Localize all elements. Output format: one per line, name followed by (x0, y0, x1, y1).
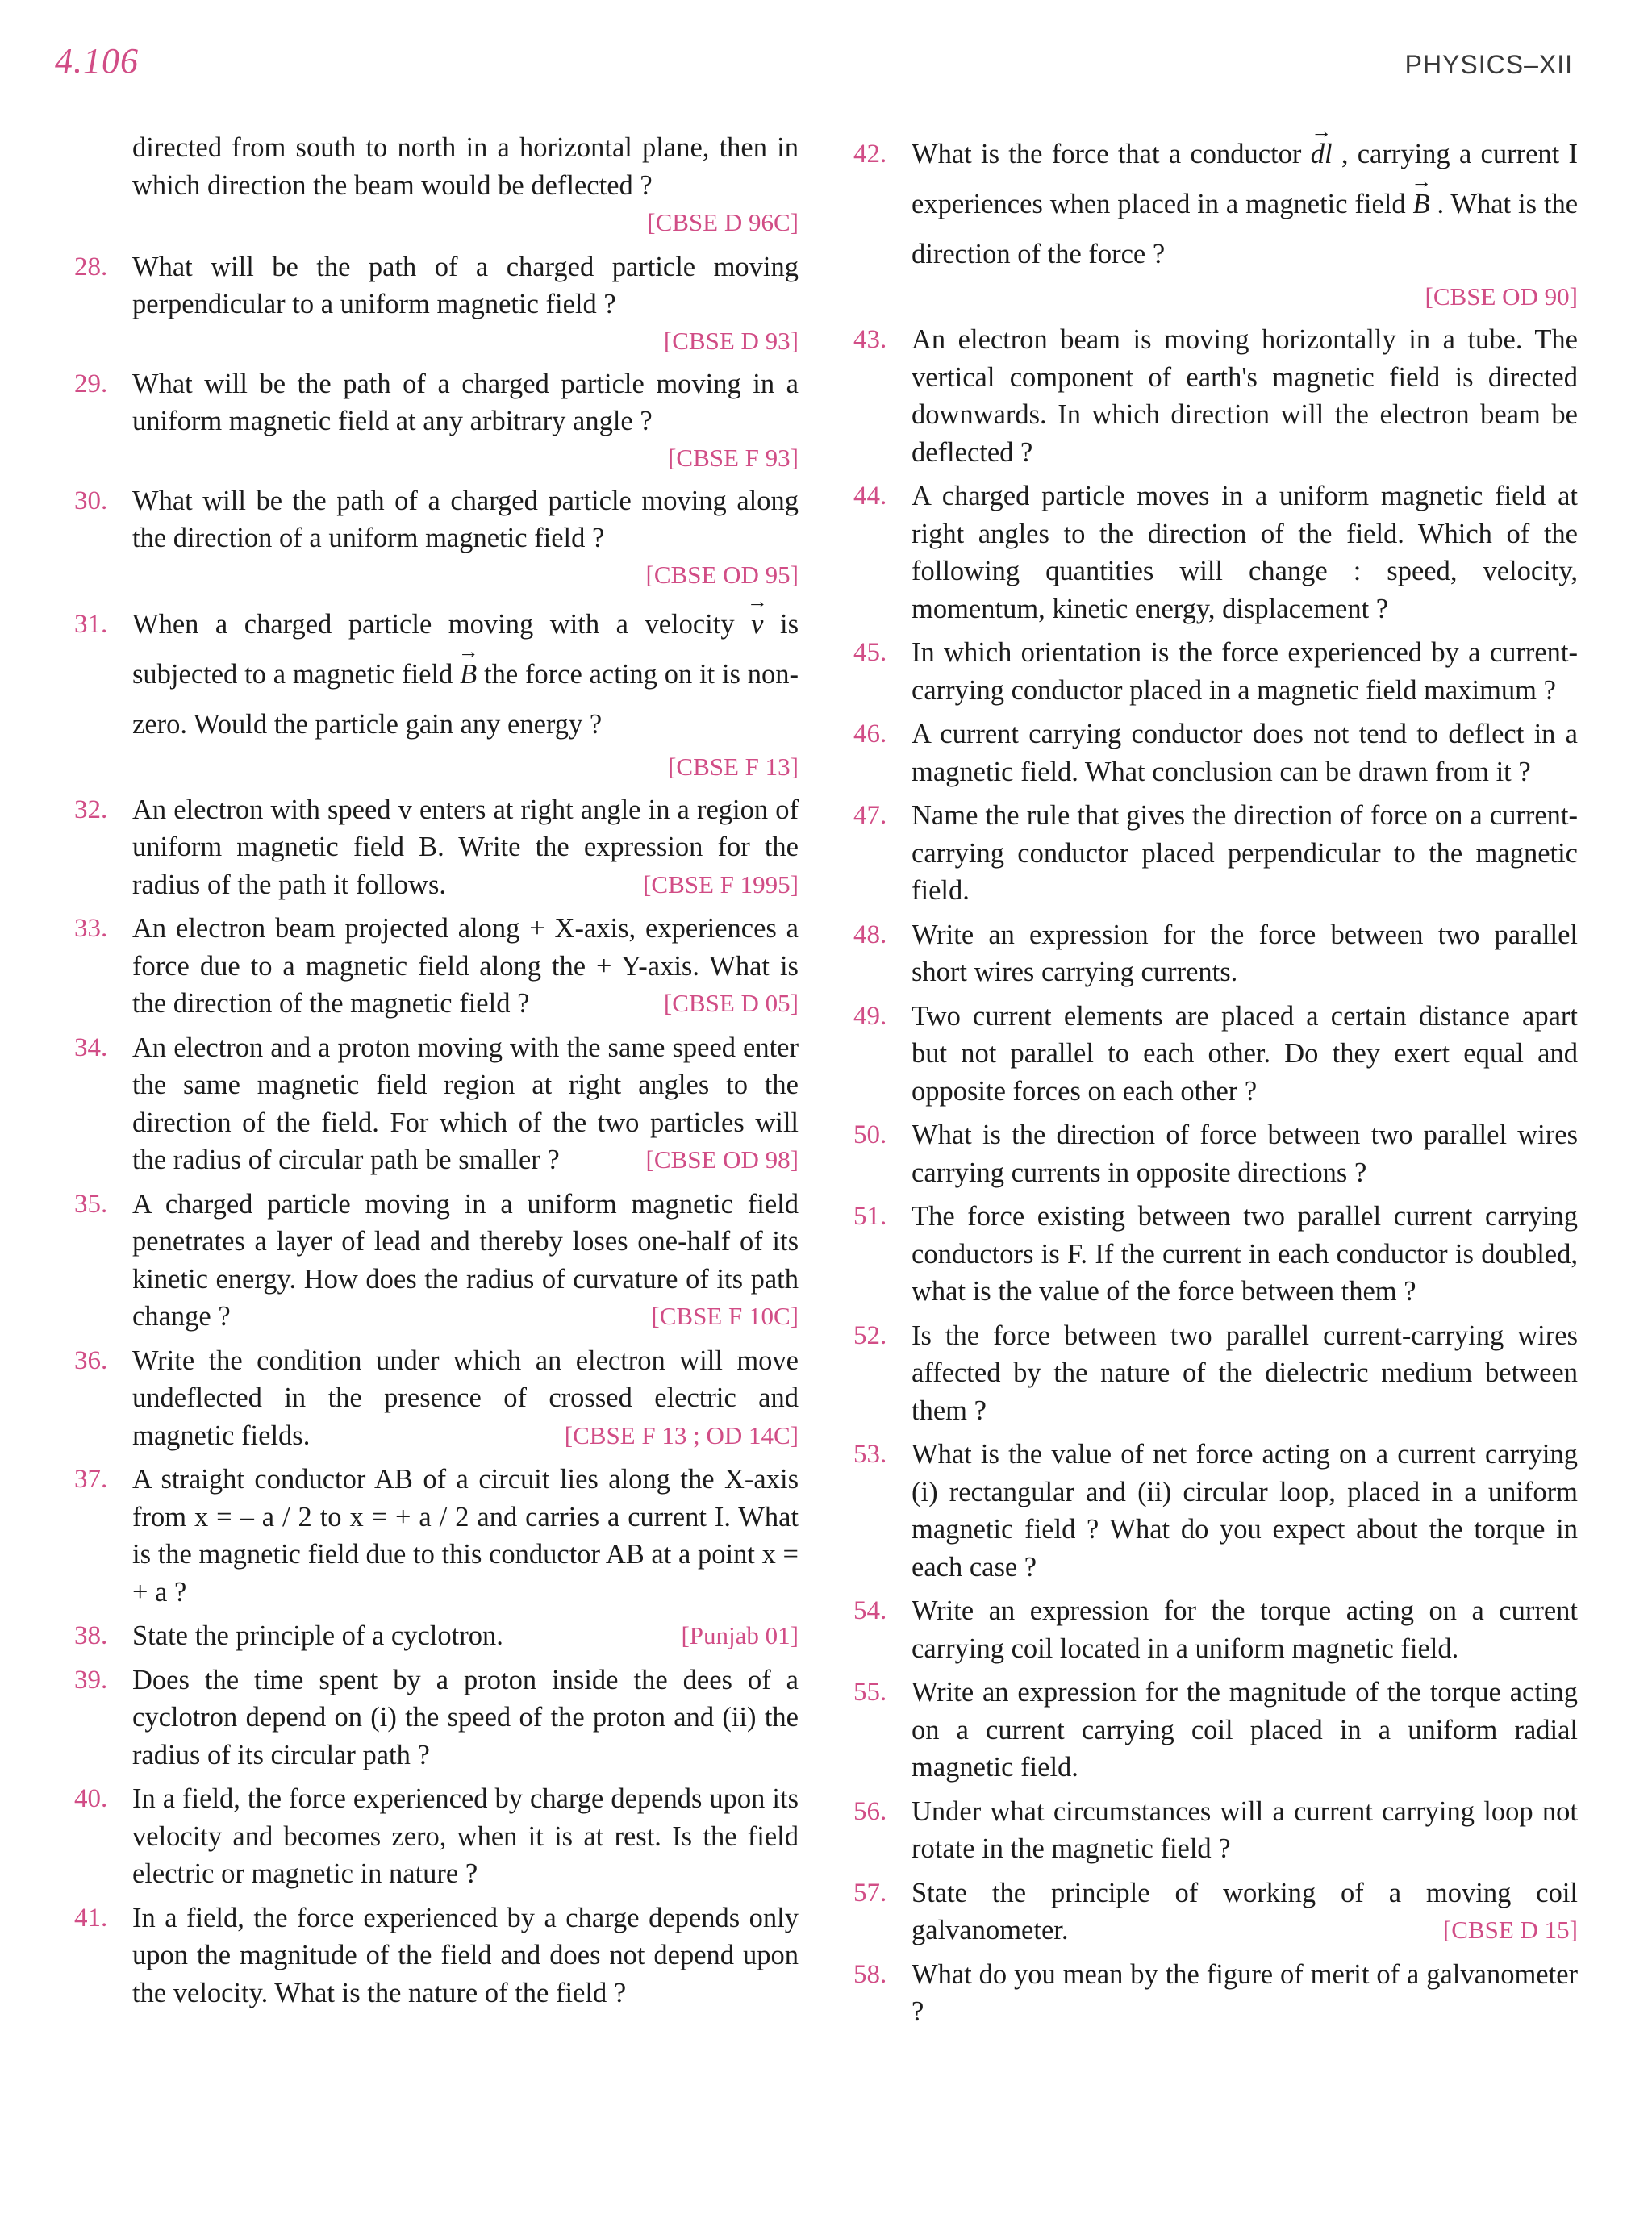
question-text: A charged particle moving in a uniform magnetic field penetrates a layer of lead and thereby loses one-half of its kinetic energy. How does the radius of curvature of its path change ? (132, 1188, 799, 1332)
question-text: An electron with speed v enters at right angle in a region of uniform magnetic field B. Write the expression for the radius of the path it follows. (132, 794, 799, 900)
question-number: 44. (853, 482, 887, 511)
question-text: In a field, the force experienced by charge depends upon its velocity and becomes zero, when it is at rest. Is the field electric or magnetic in nature ? (132, 1783, 799, 1889)
question-source: [CBSE D 96C] (647, 208, 799, 236)
magnetic-field-vector-symbol: → B (1413, 179, 1430, 229)
question-46 (853, 715, 1578, 790)
question-text-part-b: is subjected to a magnetic field (132, 608, 799, 690)
current-element-vector-symbol: → dl (1311, 129, 1333, 179)
question-40 (74, 1780, 799, 1893)
question-42 (853, 129, 1578, 315)
question-number: 30. (74, 486, 108, 515)
question-number: 46. (853, 719, 887, 749)
question-49 (853, 998, 1578, 1111)
question-text: Two current elements are placed a certain distance apart but not parallel to each other. Do they exert equal and opposite forces on each other ? (912, 1000, 1578, 1107)
question-text: What is the value of net force acting on a current carrying (i) rectangular and (ii) circular loop, placed in a uniform magnetic field ? What do you expect about the torque in each case ? (912, 1439, 1578, 1583)
question-text: State the principle of a cyclotron. (132, 1620, 503, 1651)
question-text: Write an expression for the magnitude of the torque acting on a current carrying coil placed in a uniform radial magnetic field. (912, 1677, 1578, 1783)
question-source: [CBSE F 1995] (643, 869, 799, 899)
question-38 (74, 1617, 799, 1655)
question-45 (853, 634, 1578, 709)
question-number: 49. (853, 1001, 887, 1031)
question-number: 52. (853, 1320, 887, 1350)
question-number: 35. (74, 1189, 108, 1219)
question-number: 38. (74, 1621, 108, 1650)
page-number: 4.106 (55, 41, 139, 81)
question-48 (853, 916, 1578, 991)
magnetic-field-vector-symbol: → B (460, 649, 477, 699)
question-29 (74, 365, 799, 476)
question-text: What do you mean by the figure of merit of a galvanometer ? (912, 1958, 1578, 2027)
question-number: 43. (853, 325, 887, 354)
question-31 (74, 599, 799, 785)
question-37 (74, 1461, 799, 1611)
left-column (74, 129, 799, 2018)
question-number: 40. (74, 1784, 108, 1813)
question-number: 53. (853, 1440, 887, 1469)
question-source: [CBSE D 15] (1442, 1916, 1578, 1944)
question-32 (74, 791, 799, 904)
question-source: [CBSE F 13] (668, 752, 799, 781)
question-text: Write an expression for the force between two parallel short wires carrying currents. (912, 919, 1578, 987)
question-number: 39. (74, 1665, 108, 1695)
question-text: directed from south to north in a horizontal plane, then in which direction the beam would be deflected ? (132, 132, 799, 201)
question-text: A charged particle moves in a uniform magnetic field at right angles to the direction of the field. Which of the following quantities will change : speed, velocity, momentum, kinetic energy, displacement ? (912, 481, 1578, 624)
book-title: PHYSICS–XII (1404, 50, 1573, 79)
question-text: In which orientation is the force experienced by a current-carrying conductor placed in a magnetic field maximum ? (912, 637, 1578, 706)
question-number: 48. (853, 920, 887, 949)
question-number: 57. (853, 1878, 887, 1908)
question-text: A current carrying conductor does not tend to deflect in a magnetic field. What conclusion can be drawn from it ? (912, 719, 1578, 787)
question-56 (853, 1793, 1578, 1868)
question-text: What will be the path of a charged particle moving in a uniform magnetic field at any arbitrary angle ? (132, 368, 799, 436)
question-50 (853, 1116, 1578, 1191)
question-number: 37. (74, 1465, 108, 1494)
question-source: [CBSE F 13 ; OD 14C] (564, 1420, 799, 1449)
question-number: 29. (74, 369, 108, 398)
question-number: 56. (853, 1796, 887, 1826)
question-51 (853, 1198, 1578, 1311)
question-text-part-c: the force acting on it is non-zero. Would the particle gain any energy ? (132, 658, 799, 740)
question-number: 36. (74, 1345, 108, 1375)
question-text: The force existing between two parallel current carrying conductors is F. If the current in each conductor is doubled, what is the value of the force between them ? (912, 1201, 1578, 1307)
question-text: Under what circumstances will a current carrying loop not rotate in the magnetic field ? (912, 1795, 1578, 1864)
question-source: [CBSE OD 95] (645, 560, 799, 589)
velocity-vector-symbol: → v (751, 599, 763, 649)
question-source: [CBSE D 93] (663, 326, 799, 355)
question-text-part-a: When a charged particle moving with a velocity (132, 608, 735, 640)
question-number: 33. (74, 914, 108, 943)
question-text: An electron beam projected along + X-axis, experiences a force due to a magnetic field along the + Y-axis. What is the direction of the magnetic field ? (132, 913, 799, 1019)
question-text: State the principle of working of a moving coil galvanometer. (912, 1877, 1578, 1945)
question-text-part-c: . What is the direction of the force ? (912, 189, 1579, 269)
question-text: Is the force between two parallel current-carrying wires affected by the nature of the dielectric medium between them ? (912, 1320, 1578, 1426)
question-text: Does the time spent by a proton inside the dees of a cyclotron depend on (i) the speed of the proton and (ii) the radius of its circular path ? (132, 1664, 799, 1770)
question-number: 28. (74, 252, 108, 281)
question-58 (853, 1956, 1578, 2031)
question-text: Name the rule that gives the direction of force on a current-carrying conductor placed perpendicular to the magnetic field. (912, 800, 1578, 906)
question-number: 31. (74, 609, 108, 639)
question-number: 50. (853, 1120, 887, 1149)
question-text: Write an expression for the torque acting on a current carrying coil located in a uniform magnetic field. (912, 1595, 1578, 1664)
question-54 (853, 1592, 1578, 1667)
question-36 (74, 1342, 799, 1455)
question-30 (74, 482, 799, 593)
question-47 (853, 797, 1578, 910)
question-number: 55. (853, 1678, 887, 1707)
question-53 (853, 1436, 1578, 1586)
question-text-part-a: What is the force that a conductor (912, 139, 1302, 169)
question-52 (853, 1317, 1578, 1430)
question-number: 34. (74, 1032, 108, 1062)
question-text: An electron and a proton moving with the same speed enter the same magnetic field region at right angles to the direction of the field. For which of the two particles will the radius of circular path be smaller ? (132, 1032, 799, 1175)
question-source: [CBSE OD 98] (645, 1145, 799, 1174)
question-text: Write the condition under which an electron will move undeflected in the presence of crossed electric and magnetic fields. (132, 1345, 799, 1451)
question-number: 47. (853, 801, 887, 830)
question-text: A straight conductor AB of a circuit lies along the X-axis from x = – a / 2 to x = + a / 2 and carries a current I. What is the magnetic field due to this conductor AB at a point x = + a ? (132, 1464, 799, 1608)
question-43 (853, 321, 1578, 471)
question-35 (74, 1186, 799, 1336)
question-number: 51. (853, 1202, 887, 1231)
question-number: 32. (74, 794, 108, 824)
question-source: [CBSE F 10C] (651, 1302, 799, 1330)
question-source: [Punjab 01] (681, 1621, 799, 1649)
question-text: What will be the path of a charged particle moving along the direction of a uniform magnetic field ? (132, 485, 799, 553)
question-number: 42. (853, 140, 887, 169)
question-41 (74, 1899, 799, 2012)
question-28 (74, 248, 799, 359)
question-44 (853, 477, 1578, 628)
question-number: 41. (74, 1903, 108, 1933)
question-number: 54. (853, 1596, 887, 1625)
question-text: What will be the path of a charged particle moving perpendicular to a uniform magnetic field ? (132, 251, 799, 319)
question-27-continued (132, 129, 799, 242)
question-source: [CBSE D 05] (663, 989, 799, 1017)
question-text-part-b: , carrying a current I experiences when placed in a magnetic field (912, 139, 1578, 219)
question-text: In a field, the force experienced by a charge depends only upon the magnitude of the field and does not depend upon the velocity. What is the nature of the field ? (132, 1902, 799, 2008)
question-text: What is the direction of force between two parallel wires carrying currents in opposite directions ? (912, 1120, 1578, 1188)
question-number: 58. (853, 1959, 887, 1989)
question-number: 45. (853, 638, 887, 667)
question-39 (74, 1662, 799, 1774)
question-33 (74, 910, 799, 1023)
question-text: An electron beam is moving horizontally in a tube. The vertical component of earth's magnetic field is directed downwards. In which direction will the electron beam be deflected ? (912, 324, 1578, 468)
question-55 (853, 1674, 1578, 1787)
question-34 (74, 1029, 799, 1179)
right-column (853, 129, 1578, 2037)
question-57 (853, 1874, 1578, 1950)
question-source: [CBSE OD 90] (1425, 282, 1578, 311)
question-source: [CBSE F 93] (668, 443, 799, 472)
